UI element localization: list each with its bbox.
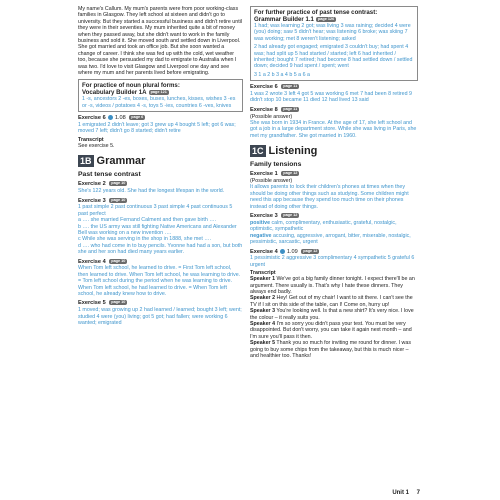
exercise-label: Exercise 5 bbox=[78, 300, 106, 307]
exercise-label: Exercise 1 bbox=[250, 171, 278, 178]
exercise-3-item-c: c While she was serving in the shop in 1888, she met …. bbox=[78, 236, 212, 243]
exercise-4-heading bbox=[250, 249, 418, 256]
exercise-1-note: (Possible answer) bbox=[250, 178, 293, 185]
exercise-3-positive bbox=[250, 220, 418, 233]
speaker-name: Speaker 3 bbox=[250, 308, 276, 315]
section-title: Listening bbox=[268, 145, 318, 158]
left-column bbox=[78, 6, 243, 326]
right-column bbox=[250, 6, 418, 359]
page-tag: page 121 bbox=[150, 90, 167, 95]
exercise-3-negative bbox=[250, 233, 418, 246]
exercise-2-answers: She's 122 years old. She had the longest lifespan in the world. bbox=[78, 188, 225, 195]
exercise-label: Exercise 2 bbox=[78, 181, 106, 188]
speaker-name: Speaker 5 bbox=[250, 340, 276, 347]
page-tag: page 6 bbox=[131, 115, 144, 120]
audio-ref: 1.09 bbox=[286, 248, 298, 255]
page-number: 7 bbox=[416, 490, 420, 496]
speaker-text: You're looking well. Is that a new shirt? It's very nice. I love the colour – it really suits you. bbox=[250, 308, 414, 321]
box-answers-1: 1 had; was learning 2 got; was living 3 was raining; decided 4 were (you) doing; saw 5 didn't hear; was listening 6 broke; was skiing 7 was working; met 8 weren't listening; asked bbox=[254, 23, 411, 42]
speaker-name: Speaker 2 bbox=[250, 295, 276, 302]
exercise-2-heading bbox=[78, 181, 243, 188]
exercise-1-heading bbox=[250, 171, 418, 178]
speaker-text: We've got a big family dinner tonight. I expect there'll be an argument. There usually is. That's why I hate these dinners. They always end badly. bbox=[250, 276, 415, 295]
section-tag: 1C bbox=[252, 146, 264, 157]
exercise-6-heading bbox=[78, 115, 243, 122]
exercise-5-answers: 1 moved; was growing up 2 had learned / learned; bought 3 left; went; studied 4 were (you) living; got 5 got; had fallen; were working 6 wanted; emigrated bbox=[78, 307, 242, 326]
positive-label: positive bbox=[250, 219, 271, 226]
exercise-3-heading bbox=[78, 198, 243, 205]
page-tag: page 10 bbox=[111, 258, 126, 263]
box-subtitle-text: Vocabulary Builder 1A bbox=[82, 89, 147, 97]
speaker-name: Speaker 4 bbox=[250, 320, 276, 327]
grammar-builder-box bbox=[250, 6, 418, 81]
exercise-4-heading bbox=[78, 259, 243, 266]
exercise-3-heading bbox=[250, 213, 418, 220]
speaker-text: I'm so sorry you didn't pass your test. You must be very disappointed. But don't worry, you can take it again next month – and I'm sure you'll pass it then. bbox=[250, 320, 412, 340]
exercise-3-item-d: d …. who had come in to buy pencils. Yvonne had had a son, but both she and her son had died many years earlier. bbox=[78, 242, 243, 256]
exercise-label: Exercise 6 bbox=[78, 115, 106, 122]
transcript-text: See exercise 5. bbox=[78, 142, 115, 149]
exercise-3-answers: 1 past simple 2 past continuous 3 past simple 4 past continuous 5 past perfect bbox=[78, 204, 233, 217]
positive-words: calm, complimentary, enthusiastic, grateful, nostalgic, optimistic, sympathetic bbox=[250, 219, 397, 233]
exercise-4-answers: 1 pessimistic 2 aggressive 3 complimentary 4 sympathetic 5 grateful 6 urgent bbox=[250, 255, 415, 268]
page-tag: page 10 bbox=[111, 300, 126, 305]
section-heading-1c bbox=[250, 145, 418, 157]
page-footer bbox=[392, 490, 420, 496]
transcript-line bbox=[250, 340, 418, 359]
transcript-line bbox=[250, 321, 418, 340]
page-tag: page 12 bbox=[283, 213, 298, 218]
exercise-4-answers: When Tom left school, he learned to drive. = First Tom left school, then learned to drive. When Tom left school, he was learning to drive. = Tom left school during the period when he was learning to drive. When Tom left school, he had learned to drive. = When Tom left school, he already knew how to drive. bbox=[78, 265, 241, 297]
exercise-label: Exercise 8 bbox=[250, 106, 278, 113]
box-subtitle bbox=[254, 16, 414, 23]
exercise-label: Exercise 6 bbox=[250, 84, 278, 91]
speaker-name: Speaker 1 bbox=[250, 276, 276, 283]
exercise-8-note: (Possible answer) bbox=[250, 113, 293, 120]
page-tag: page 12 bbox=[283, 171, 298, 176]
page-tag: page 11 bbox=[283, 106, 298, 111]
transcript-line bbox=[250, 308, 418, 321]
exercise-label: Exercise 3 bbox=[250, 213, 278, 220]
negative-words: accusing, aggressive, arrogant, bitter, miserable, nostalgic, pessimistic, sarcastic, urgent bbox=[250, 232, 411, 246]
box-answers: 1 -s, ancestors 2 -es, boxes, buses, lunches, kisses, wishes 3 -es or -s, videos / potatoes 4 -s, toys 5 -ies, countries 6 -ves, knives bbox=[82, 96, 236, 109]
speaker-text: Hey! Get out of my chair! I want to sit there. I can't see the TV if I sit on this side of the table, can I! Come on, hurry up! bbox=[250, 295, 413, 308]
transcript-label: Transcript bbox=[78, 136, 104, 143]
box-answers-2: 2 had already got engaged; emigrated 3 couldn't buy; had spent 4 was; had split up 5 had started / started; left 6 had inherited / inherited; bought 7 retired; had become 8 had settled down / settled down; decided 9 had spent / spent; went bbox=[254, 44, 413, 70]
box-title: For further practice of past tense contrast: bbox=[254, 9, 378, 16]
transcript-line bbox=[250, 276, 418, 295]
speaker-text: Thank you so much for inviting me round for dinner. I was going to buy some chips from the takeaway, but this is much nicer – and healthier too. Thanks! bbox=[250, 340, 411, 360]
exercise-5-heading bbox=[78, 300, 243, 307]
vocabulary-builder-box bbox=[78, 79, 243, 112]
page-tag: page 12 bbox=[303, 248, 318, 253]
box-title: For practice of noun plural forms: bbox=[82, 82, 180, 90]
exercise-6-heading bbox=[250, 84, 418, 91]
audio-ref: 1.08 bbox=[114, 115, 126, 122]
intro-paragraph: My name's Callum. My mum's parents were from poor working-class families in Glasgow. They left school at sixteen and didn't go to university. But they started a successful business and didn't retire until they were in their seventies. My mum inherited quite a bit of money when they passed away, but she didn't want to work in the family business and sold it. She moved south and settled down in Liverpool. She got married and took an office job. But she soon wanted a change of career. I think she was fed up with the cold, wet weather too, because she persuaded my dad to emigrate to Australia when I was two. I'd love to visit Glasgow and Liverpool one day and see where my mum and her parents lived before emigrating. bbox=[78, 6, 243, 77]
exercise-label: Exercise 3 bbox=[78, 197, 106, 204]
exercise-1-answers: It allows parents to lock their children's phones at times when they should be doing other things such as studying. Some children might need this app because they spend too much time on their phones instead of doing other things. bbox=[250, 184, 409, 210]
exercise-8-answers: She was born in 1934 in France. At the age of 17, she left school and got a job in a large department store. While she was living in Paris, she met my grandfather. She got married in 1960. bbox=[250, 120, 417, 139]
page-tag: page 11 bbox=[283, 84, 298, 89]
audio-icon bbox=[108, 115, 113, 120]
box-subtitle-text: Grammar Builder 1.1 bbox=[254, 16, 314, 23]
section-tag: 1B bbox=[80, 156, 92, 167]
box-answers-3: 3 1 a 2 b 3 a 4 b 5 a 6 a bbox=[254, 71, 310, 78]
exercise-label: Exercise 4 bbox=[250, 248, 278, 255]
audio-icon bbox=[280, 249, 285, 254]
subsection-title: Family tensions bbox=[250, 161, 302, 169]
transcript-label: Transcript bbox=[250, 270, 276, 277]
exercise-3-item-b: b …. the US army was still fighting Native Americans and Alexander Bell was working on a new invention …. bbox=[78, 223, 237, 236]
section-title: Grammar bbox=[96, 155, 146, 168]
page-tag: page 10 bbox=[111, 197, 126, 202]
unit-label: Unit 1 bbox=[392, 490, 409, 496]
exercise-label: Exercise 4 bbox=[78, 258, 106, 265]
page-tag: page 10 bbox=[111, 181, 126, 186]
exercise-6-answers: 1 was 2 wrote 3 left 4 got 5 was working 6 met 7 had been 8 retired 9 didn't stop 10 became 11 died 12 had lived 13 said bbox=[250, 91, 412, 104]
exercise-8-heading bbox=[250, 107, 418, 114]
exercise-6-answers: 1 emigrated 2 didn't leave; got 3 grew up 4 bought 5 left; got 6 was; moved 7 left; didn't go 8 started; didn't retire bbox=[78, 122, 236, 135]
transcript-line bbox=[250, 295, 418, 308]
box-subtitle bbox=[82, 89, 239, 96]
page-tag: page 126 bbox=[317, 17, 335, 21]
subsection-title: Past tense contrast bbox=[78, 171, 141, 179]
negative-label: negative bbox=[250, 232, 272, 239]
section-heading-1b bbox=[78, 155, 243, 167]
exercise-3-item-a: a …. she married Fernand Calment and then gave birth …. bbox=[78, 217, 217, 224]
